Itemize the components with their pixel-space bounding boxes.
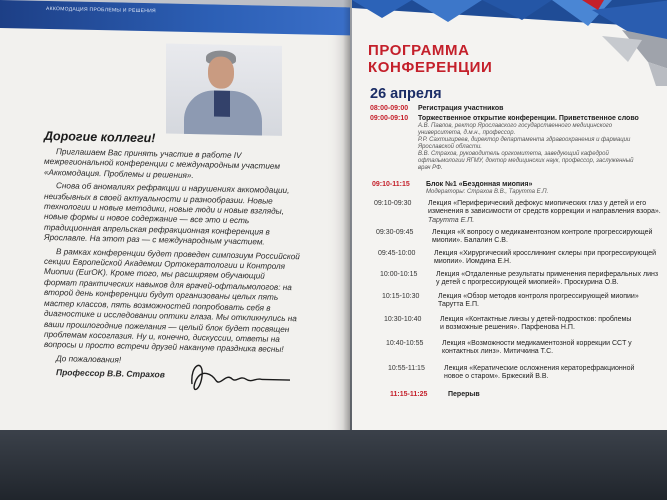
intro-paragraph: Снова об аномалиях рефракции и нарушениях аккомодации, неизбывных в своей актуальности и разнообразии. Новые технологии и новые методики, новые люди и новые взгляды, новые формы и новое содержание — все это и есть традиционная апрельская рефракционная конференция в Ярославле. На этот раз — с международным участием. bbox=[44, 181, 290, 247]
time-slot: 09:00-09:10 bbox=[370, 115, 409, 122]
session-detail: врач РФ. bbox=[418, 165, 443, 172]
session-title: Лекция «Отдаленные результаты применения периферальных линз bbox=[436, 271, 659, 278]
session-title-cont: у детей с прогрессирующей миопией». Проскурина О.В. bbox=[436, 279, 619, 287]
title-line: ПРОГРАММА bbox=[368, 42, 470, 59]
time-slot: 09:10-09:30 bbox=[374, 200, 412, 207]
session-title-cont: миопии». Балалин С.В. bbox=[432, 237, 508, 245]
session-title-cont: контактных линз». Митичкина Т.С. bbox=[442, 348, 554, 356]
header-banner bbox=[0, 0, 350, 35]
session-title: Лекция «Кератические осложнения кераторефракционной bbox=[444, 365, 635, 372]
intro-text bbox=[44, 147, 300, 372]
time-slot: 10:30-10:40 bbox=[384, 316, 422, 323]
session-title: Лекция «Периферический дефокус миопических глаз у детей и его bbox=[428, 200, 647, 207]
session-detail: В.В. Страхов, руководитель оргкомитета, заведующий кафедрой bbox=[418, 151, 609, 158]
title-line: КОНФЕРЕНЦИИ bbox=[368, 59, 493, 76]
intro-paragraph: До пожалования! bbox=[56, 353, 122, 365]
time-slot: 10:15-10:30 bbox=[382, 293, 420, 300]
session-title: Лекция «К вопросу о медикаментозном контроле прогрессирующей bbox=[432, 229, 653, 236]
session-detail: офтальмологии ЯГМУ, доктор медицинских наук, профессор, заслуженный bbox=[418, 158, 634, 165]
table-surface bbox=[0, 430, 667, 500]
intro-paragraph: В рамках конференции будет проведен симпозиум Российской секции Европейской Академии Ортокератологии и Контроля Миопии (EurOK). Кроме того, мы расширяем обучающий формат практических навыков для врачей-офтальмологов: на второй день конференции будут организованы целых пять мастер классов, пять возможностей попробовать себя в диагностике и исследовании оптики глаза. Мы откликнулись на ваши прошлогодние пожелания — целый блок будет посвящен проблемам косоглазия. Ну и, конечно, дискуссии, ответы на вопросы и просто встречи друзей накануне праздника весны! bbox=[44, 246, 300, 355]
session-title: Регистрация участников bbox=[418, 105, 504, 112]
speaker-name: Тарутта Е.П. bbox=[428, 216, 475, 224]
greeting: Дорогие коллеги! bbox=[44, 128, 156, 146]
session-title: Торжественное открытие конференции. Приветственное слово bbox=[418, 115, 639, 122]
session-detail: Ярославской области. bbox=[418, 144, 482, 151]
session-detail: Р.Р. Сахтигиреев, директор департамента здравоохранения и фармации bbox=[418, 137, 631, 144]
session-title: Лекция «Возможности медикаментозной коррекции CCT у bbox=[442, 340, 632, 347]
day-date: 26 апреля bbox=[370, 86, 442, 102]
session-title: Блок №1 «Бездонная миопия» bbox=[426, 181, 533, 188]
left-page bbox=[0, 0, 350, 457]
intro-paragraph: Приглашаем Вас принять участие в работе IV межрегиональной конференции с международным участием «Аккомодация. Проблемы и решения». bbox=[44, 147, 280, 180]
session-title-cont: и возможные решения». Парфенова Н.П. bbox=[440, 324, 575, 332]
session-title-cont: новое о старом». Бржеский В.В. bbox=[444, 373, 549, 381]
program-title bbox=[368, 42, 492, 76]
professor-portrait bbox=[166, 43, 282, 135]
time-slot: 09:30-09:45 bbox=[376, 229, 414, 236]
time-slot: 09:10-11:15 bbox=[372, 181, 410, 188]
handwritten-signature bbox=[186, 354, 296, 400]
session-detail: университета, д.м.н., профессор. bbox=[418, 130, 516, 137]
time-slot: 11:15-11:25 bbox=[390, 391, 428, 398]
session-title: Лекция «Обзор методов контроля прогрессирующей миопии» bbox=[438, 293, 639, 300]
session-title-cont: миопии». Иомдина Е.Н. bbox=[434, 258, 512, 266]
time-slot: 10:00-10:15 bbox=[380, 271, 418, 278]
session-title-cont: Тарутта Е.П. bbox=[438, 301, 479, 309]
right-page bbox=[352, 0, 667, 440]
time-slot: 09:45-10:00 bbox=[378, 250, 416, 257]
session-title: Перерыв bbox=[448, 391, 480, 398]
time-slot: 10:55-11:15 bbox=[388, 365, 425, 372]
session-title-cont: изменения в зависимости от средств коррекции и направления взора». bbox=[428, 208, 661, 216]
session-detail: Модераторы: Страхов В.В., Тарутта Е.П. bbox=[426, 189, 549, 196]
session-title: Лекция «Контактные линзы у детей-подростков: проблемы bbox=[440, 316, 632, 323]
time-slot: 10:40-10:55 bbox=[386, 340, 424, 347]
time-slot: 08:00-09:00 bbox=[370, 105, 409, 112]
banner-logo-text: АККОМОДАЦИЯ ПРОБЛЕМЫ И РЕШЕНИЯ bbox=[46, 5, 156, 15]
session-detail: А.В. Павлов, ректор Ярославского государственного медицинского bbox=[418, 123, 613, 130]
signature-name: Профессор В.В. Страхов bbox=[56, 367, 165, 380]
session-title: Лекция «Хирургический кросслинкинг склеры при прогрессирующей bbox=[434, 250, 657, 257]
